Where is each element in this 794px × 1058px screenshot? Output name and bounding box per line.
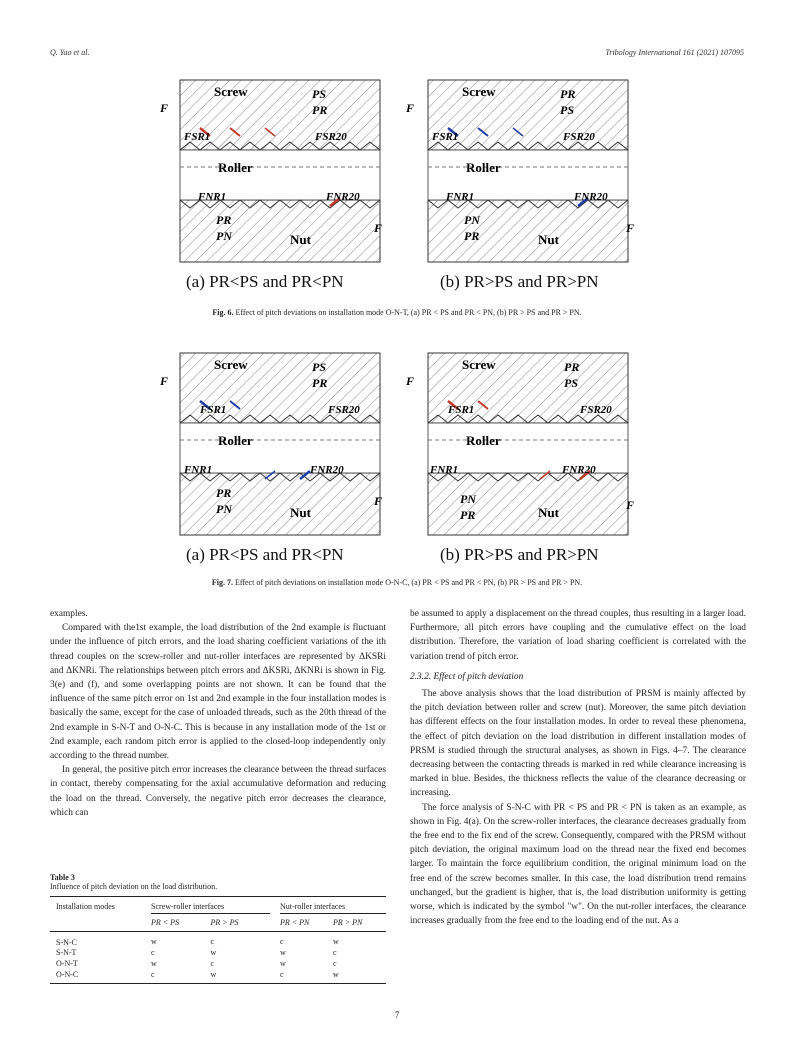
table-row [50,969,386,984]
pn-label-b: PN [464,213,480,227]
fig7-ps-label-b: PS [564,376,579,390]
roller-label-b: Roller [466,160,501,175]
right-column [410,607,746,928]
pr-label-lower-b: PR [464,229,480,243]
nut-label: Nut [290,232,311,247]
page-number: 7 [394,1010,400,1020]
fig7-fnr20-label: FNR20 [310,464,344,476]
fig7-fsr1-label: FSR1 [200,404,227,416]
table-3-title: Influence of pitch deviation on the load distribution. [50,882,218,891]
fnr1-label-b: FNR1 [446,191,475,203]
fig7-fnr1-label-b: FNR1 [430,464,459,476]
fig7-fnr1-label: FNR1 [184,464,213,476]
table-cell: w [332,970,339,979]
force-label-b: F [406,101,415,115]
table-cell: w [151,959,157,968]
table-cell: c [332,948,337,957]
table-3-head-screw: Screw-roller interfaces [151,897,270,914]
fig7-caption-text: Effect of pitch deviations on installation mode O-N-C, (a) PR < PS and PR < PN, (b) PR > PS and PR > PN. [234,578,583,587]
force-label-right-b: F [626,221,635,235]
fig7-pr-label: PR [312,376,328,390]
fsr20-label: FSR20 [315,131,347,143]
screw-label-b: Screw [462,84,496,99]
fsr1-label-b: FSR1 [432,131,459,143]
fig7-roller-label-b: Roller [466,433,501,448]
fig6-caption-text: Effect of pitch deviations on installation mode O-N-T, (a) PR < PS and PR < PN, (b) PR > PS and PR > PN. [235,308,582,317]
table-3-head-mode: Installation modes [56,902,115,912]
figure-6 [0,72,794,302]
table-cell: O-N-C [56,969,79,979]
figure-7-drawing [0,345,794,575]
fig6-subcaption-b: (b) PR>PS and PR>PN [440,272,599,291]
fig7-panel-a [159,353,382,535]
fig7-pn-label: PN [216,502,232,516]
ps-label-b: PS [560,103,575,117]
table-3-sub-0: PR < PS [151,918,180,927]
table-cell: S-N-C [56,937,77,947]
fig6-panel-b [405,80,634,262]
fsr20-label-b: FSR20 [563,131,595,143]
table-cell: w [210,948,217,957]
fig7-force-label-right: F [374,494,383,508]
fig7-fsr20-label-b: FSR20 [580,404,612,416]
fig7-panel-b [405,353,634,535]
fig6-panel-a [159,80,382,262]
right-para-1: be assumed to apply a displacement on the thread couples, thus resulting in a larger load. Furthermore, all pitch errors have coupling and the cumulative effect on the load distribution. Therefore, the variation of load sharing coefficient is correlated with the variation trend of pitch error. [410,609,746,662]
pr-label-lower: PR [216,213,232,227]
table-cell: O-N-T [56,959,78,968]
fig7-pr-label-lower-b: PR [460,508,476,522]
table-cell: c [332,959,337,968]
pr-label-b: PR [560,87,576,101]
right-para-3: The force analysis of S-N-C with PR < PS and PR < PN is taken as an example, as shown in Fig. 4(a). On the screw-roller interfaces, the clearance decreases gradually from the free end to the fix end of the screw. Consequently, compared with the PRSM without pitch deviation, the original maximum load on the thread near the fixed end becomes larger. To maintain the force equilibrium condition, the original minimum load on the free end of the screw becomes smaller. In this case, the load distribution trend remains unchanged, but the gradient is higher, that is, the load distribution uniformity is getting worse, which is indicated by the symbol "w". On the nut-roller interfaces, the clearance increases gradually from the free end to the loading end of the nut. As a [410,802,746,927]
table-cell: w [210,970,217,979]
fig7-screw-label: Screw [214,357,248,372]
left-para-1: Compared with the1st example, the load distribution of the 2nd example is fluctuant under the influence of pitch errors, and the load sharing coefficient variations of the ith thread couples on the screw-roller and nut-roller interfaces are represented by ΔKSRi and ΔKNRi. The relationships between pitch errors and ΔKSRi, ΔKNRi is shown in Fig. 3(e) and (f), and some overlapping points are not shown. It can be found that the influence of the same pitch error on 1st and 2nd example in the four installation modes is basically the same, except for the case of unloaded threads, such as the 20th thread of the 2nd example in S-N-T and O-N-C. This is because in any installation mode of the 1st or 2nd example, each random pitch error is applied to the closed-loop independently only according to the thread number. [50,623,386,762]
table-cell: c [280,970,284,979]
figure-7 [0,345,794,575]
fnr20-label-b: FNR20 [574,191,608,203]
table-3-sub-3: PR > PN [332,918,363,927]
ps-label: PS [312,87,327,101]
fsr1-label: FSR1 [184,131,211,143]
pn-label: PN [216,229,232,243]
table-row [50,932,386,948]
screw-label: Screw [214,84,248,99]
pr-label: PR [312,103,328,117]
fig7-force-label: F [160,374,169,388]
fnr1-label: FNR1 [198,191,227,203]
fig7-force-label-right-b: F [626,498,635,512]
table-cell: w [151,937,157,946]
left-para-2: In general, the positive pitch error increases the clearance between the thread surfaces in contact, thereby compensating for the axial accumulative deformation and reducing the load on the thread. Conversely, the negative pitch error decreases the clearance, which can [50,765,386,818]
nut-label-b: Nut [538,232,559,247]
table-cell: c [151,948,155,957]
table-3-label: Table 3 [50,873,75,882]
table-cell: w [332,937,339,946]
fig7-pn-label-b: PN [460,492,476,506]
force-label: F [160,101,169,115]
table-cell: w [280,959,286,968]
fig7-subcaption-b: (b) PR>PS and PR>PN [440,545,599,564]
fig7-ps-label: PS [312,360,327,374]
fig7-nut-label: Nut [290,505,311,520]
table-cell: c [280,937,284,946]
fig7-roller-label: Roller [218,433,253,448]
table-3-sub-1: PR > PS [210,918,239,927]
roller-label: Roller [218,160,253,175]
table-cell: c [210,937,215,946]
fig7-caption-label: Fig. 7. [211,578,233,587]
table-cell: w [280,948,286,957]
table-3-grid [50,896,386,984]
running-header-authors: Q. Yao et al. [50,48,90,57]
left-column [50,607,386,820]
figure-6-drawing [0,72,794,302]
fig7-fsr1-label-b: FSR1 [448,404,475,416]
left-para-0: examples. [50,609,88,619]
table-3 [50,873,386,984]
fig7-force-label-b: F [406,374,415,388]
fig7-nut-label-b: Nut [538,505,559,520]
table-row [50,958,386,969]
table-cell: S-N-T [56,948,77,957]
fig7-screw-label-b: Screw [462,357,496,372]
fig7-fnr20-label-b: FNR20 [562,464,596,476]
table-3-head-nut: Nut-roller interfaces [280,897,386,914]
table-row [50,947,386,958]
fig7-caption [0,578,794,587]
table-3-sub-2: PR < PN [280,918,310,927]
fig7-pr-label-lower: PR [216,486,232,500]
table-cell: c [151,970,155,979]
fnr20-label: FNR20 [326,191,360,203]
fig6-caption [0,308,794,317]
table-cell: c [210,959,215,968]
fig7-fsr20-label: FSR20 [328,404,360,416]
fig7-pr-label-b: PR [564,360,580,374]
fig6-subcaption-a: (a) PR<PS and PR<PN [186,272,344,291]
force-label-right: F [374,221,383,235]
running-header-journal: Tribology International 161 (2021) 107095 [605,48,744,57]
section-heading: 2.3.2. Effect of pitch deviation [410,671,524,682]
fig7-subcaption-a: (a) PR<PS and PR<PN [186,545,344,564]
fig6-caption-label: Fig. 6. [212,308,234,317]
right-para-2: The above analysis shows that the load distribution of PRSM is mainly affected by the pitch deviation between roller and screw (nut). Moreover, the same pitch deviation has different effects on the four installation modes. In order to reveal these phenomena, the effect of pitch deviation on the load distribution in different installation modes of PRSM is studied through the structural analyses, as shown in Figs. 4–7. The clearance decreasing between the contacting threads is marked in red while clearance increasing is marked in blue. Besides, the thickness reflects the value of the clearance decreasing or increasing. [410,689,746,799]
